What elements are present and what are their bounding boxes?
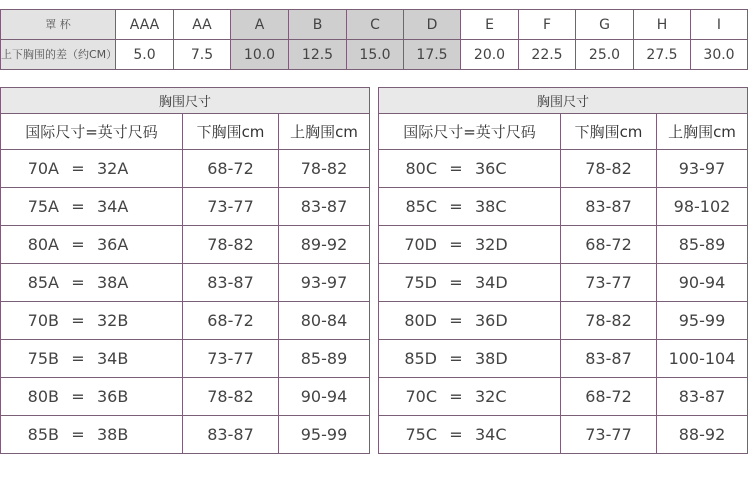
inch-size-value: 38D	[475, 349, 508, 368]
intl-size-cell	[1, 264, 183, 302]
equals-sign: =	[449, 197, 463, 216]
equals-sign: =	[449, 387, 463, 406]
underbust-cell: 83-87	[561, 340, 657, 378]
equals-sign: =	[71, 311, 85, 330]
intl-size-cell	[379, 302, 561, 340]
overbust-cell: 90-94	[657, 264, 748, 302]
intl-size-value: 85A	[27, 273, 59, 292]
equals-sign: =	[71, 273, 85, 292]
cup-cell: D	[404, 10, 461, 40]
difference-cell: 27.5	[634, 40, 691, 70]
intl-size-cell	[379, 226, 561, 264]
inch-size-value: 38C	[475, 197, 507, 216]
table-row	[1, 416, 370, 454]
cup-size-table	[0, 9, 748, 70]
table-row	[379, 416, 748, 454]
table-row	[379, 264, 748, 302]
intl-size-value: 85C	[405, 197, 437, 216]
intl-size-value: 75D	[404, 273, 437, 292]
difference-cell: 10.0	[231, 40, 289, 70]
difference-cell: 7.5	[174, 40, 231, 70]
cup-cell: AA	[174, 10, 231, 40]
overbust-cell: 80-84	[279, 302, 370, 340]
cup-cell: H	[634, 10, 691, 40]
underbust-cell: 68-72	[183, 302, 279, 340]
size-table-title-row	[379, 88, 748, 114]
intl-size-cell	[1, 150, 183, 188]
inch-size-value: 34A	[97, 197, 129, 216]
underbust-cell: 83-87	[183, 264, 279, 302]
inch-size-value: 32C	[475, 387, 507, 406]
table-row	[379, 150, 748, 188]
underbust-cell: 78-82	[561, 302, 657, 340]
overbust-cell: 83-87	[279, 188, 370, 226]
intl-size-value: 75A	[27, 197, 59, 216]
difference-cell: 25.0	[576, 40, 634, 70]
overbust-cell: 100-104	[657, 340, 748, 378]
underbust-cell: 83-87	[183, 416, 279, 454]
inch-size-value: 32D	[475, 235, 508, 254]
overbust-cell: 93-97	[657, 150, 748, 188]
inch-size-value: 32A	[97, 159, 129, 178]
cup-cell: F	[519, 10, 576, 40]
cup-cell: AAA	[116, 10, 174, 40]
table-row	[1, 226, 370, 264]
inch-size-value: 34D	[475, 273, 508, 292]
inch-size-value: 36A	[97, 235, 129, 254]
equals-sign: =	[71, 197, 85, 216]
size-table-title-row	[1, 88, 370, 114]
overbust-cell: 88-92	[657, 416, 748, 454]
equals-sign: =	[71, 159, 85, 178]
table-row	[379, 302, 748, 340]
cup-cell: A	[231, 10, 289, 40]
table-row	[379, 340, 748, 378]
cup-cell: C	[347, 10, 404, 40]
inch-size-value: 34C	[475, 425, 507, 444]
intl-size-value: 70A	[27, 159, 59, 178]
cup-cell: E	[461, 10, 519, 40]
cup-row-label: 罩 杯	[1, 10, 116, 40]
difference-cell: 15.0	[347, 40, 404, 70]
intl-size-cell	[1, 416, 183, 454]
column-header-overbust: 上胸围cm	[279, 114, 370, 150]
size-table-left	[0, 87, 370, 454]
overbust-cell: 98-102	[657, 188, 748, 226]
difference-row-label: 上下胸围的差（约CM）	[1, 40, 116, 70]
cup-row	[1, 10, 748, 40]
intl-size-cell	[379, 188, 561, 226]
equals-sign: =	[449, 235, 463, 254]
intl-size-cell	[1, 340, 183, 378]
table-row	[1, 302, 370, 340]
difference-cell: 12.5	[289, 40, 347, 70]
table-row	[1, 378, 370, 416]
intl-size-value: 85D	[404, 349, 437, 368]
intl-size-cell	[379, 340, 561, 378]
inch-size-value: 38A	[97, 273, 129, 292]
intl-size-value: 80B	[27, 387, 59, 406]
intl-size-value: 80C	[405, 159, 437, 178]
intl-size-cell	[379, 416, 561, 454]
inch-size-value: 38B	[97, 425, 129, 444]
difference-cell: 5.0	[116, 40, 174, 70]
overbust-cell: 95-99	[657, 302, 748, 340]
overbust-cell: 85-89	[657, 226, 748, 264]
equals-sign: =	[449, 273, 463, 292]
difference-cell: 17.5	[404, 40, 461, 70]
table-row	[379, 226, 748, 264]
underbust-cell: 73-77	[561, 416, 657, 454]
underbust-cell: 83-87	[561, 188, 657, 226]
overbust-cell: 89-92	[279, 226, 370, 264]
intl-size-cell	[379, 378, 561, 416]
cup-cell: B	[289, 10, 347, 40]
inch-size-value: 34B	[97, 349, 129, 368]
difference-cell: 30.0	[691, 40, 748, 70]
overbust-cell: 78-82	[279, 150, 370, 188]
difference-row	[1, 40, 748, 70]
intl-size-value: 75C	[405, 425, 437, 444]
equals-sign: =	[449, 311, 463, 330]
size-table-header-row	[1, 114, 370, 150]
underbust-cell: 78-82	[183, 226, 279, 264]
equals-sign: =	[449, 349, 463, 368]
overbust-cell: 83-87	[657, 378, 748, 416]
inch-size-value: 36B	[97, 387, 129, 406]
inch-size-value: 36C	[475, 159, 507, 178]
table-row	[1, 340, 370, 378]
equals-sign: =	[449, 159, 463, 178]
table-row	[1, 188, 370, 226]
underbust-cell: 68-72	[561, 226, 657, 264]
underbust-cell: 73-77	[183, 340, 279, 378]
underbust-cell: 78-82	[183, 378, 279, 416]
size-table-title: 胸围尺寸	[1, 88, 370, 114]
size-table-right	[378, 87, 748, 454]
difference-cell: 22.5	[519, 40, 576, 70]
overbust-cell: 85-89	[279, 340, 370, 378]
inch-size-value: 32B	[97, 311, 129, 330]
underbust-cell: 73-77	[561, 264, 657, 302]
intl-size-value: 80A	[27, 235, 59, 254]
underbust-cell: 73-77	[183, 188, 279, 226]
intl-size-cell	[1, 378, 183, 416]
intl-size-cell	[1, 226, 183, 264]
overbust-cell: 93-97	[279, 264, 370, 302]
column-header-overbust: 上胸围cm	[657, 114, 748, 150]
column-header-intl-size: 国际尺寸=英寸尺码	[379, 114, 561, 150]
column-header-underbust: 下胸围cm	[561, 114, 657, 150]
table-row	[1, 150, 370, 188]
column-header-intl-size: 国际尺寸=英寸尺码	[1, 114, 183, 150]
size-table-title: 胸围尺寸	[379, 88, 748, 114]
table-row	[379, 378, 748, 416]
difference-cell: 20.0	[461, 40, 519, 70]
equals-sign: =	[71, 425, 85, 444]
size-table-header-row	[379, 114, 748, 150]
intl-size-cell	[1, 188, 183, 226]
intl-size-cell	[379, 264, 561, 302]
cup-cell: G	[576, 10, 634, 40]
equals-sign: =	[71, 235, 85, 254]
inch-size-value: 36D	[475, 311, 508, 330]
equals-sign: =	[449, 425, 463, 444]
underbust-cell: 68-72	[183, 150, 279, 188]
overbust-cell: 90-94	[279, 378, 370, 416]
intl-size-value: 70D	[404, 235, 437, 254]
equals-sign: =	[71, 387, 85, 406]
underbust-cell: 68-72	[561, 378, 657, 416]
cup-cell: I	[691, 10, 748, 40]
column-header-underbust: 下胸围cm	[183, 114, 279, 150]
intl-size-value: 80D	[404, 311, 437, 330]
equals-sign: =	[71, 349, 85, 368]
intl-size-value: 70C	[405, 387, 437, 406]
underbust-cell: 78-82	[561, 150, 657, 188]
intl-size-value: 70B	[27, 311, 59, 330]
overbust-cell: 95-99	[279, 416, 370, 454]
intl-size-value: 75B	[27, 349, 59, 368]
table-row	[379, 188, 748, 226]
intl-size-cell	[379, 150, 561, 188]
table-row	[1, 264, 370, 302]
intl-size-cell	[1, 302, 183, 340]
intl-size-value: 85B	[27, 425, 59, 444]
